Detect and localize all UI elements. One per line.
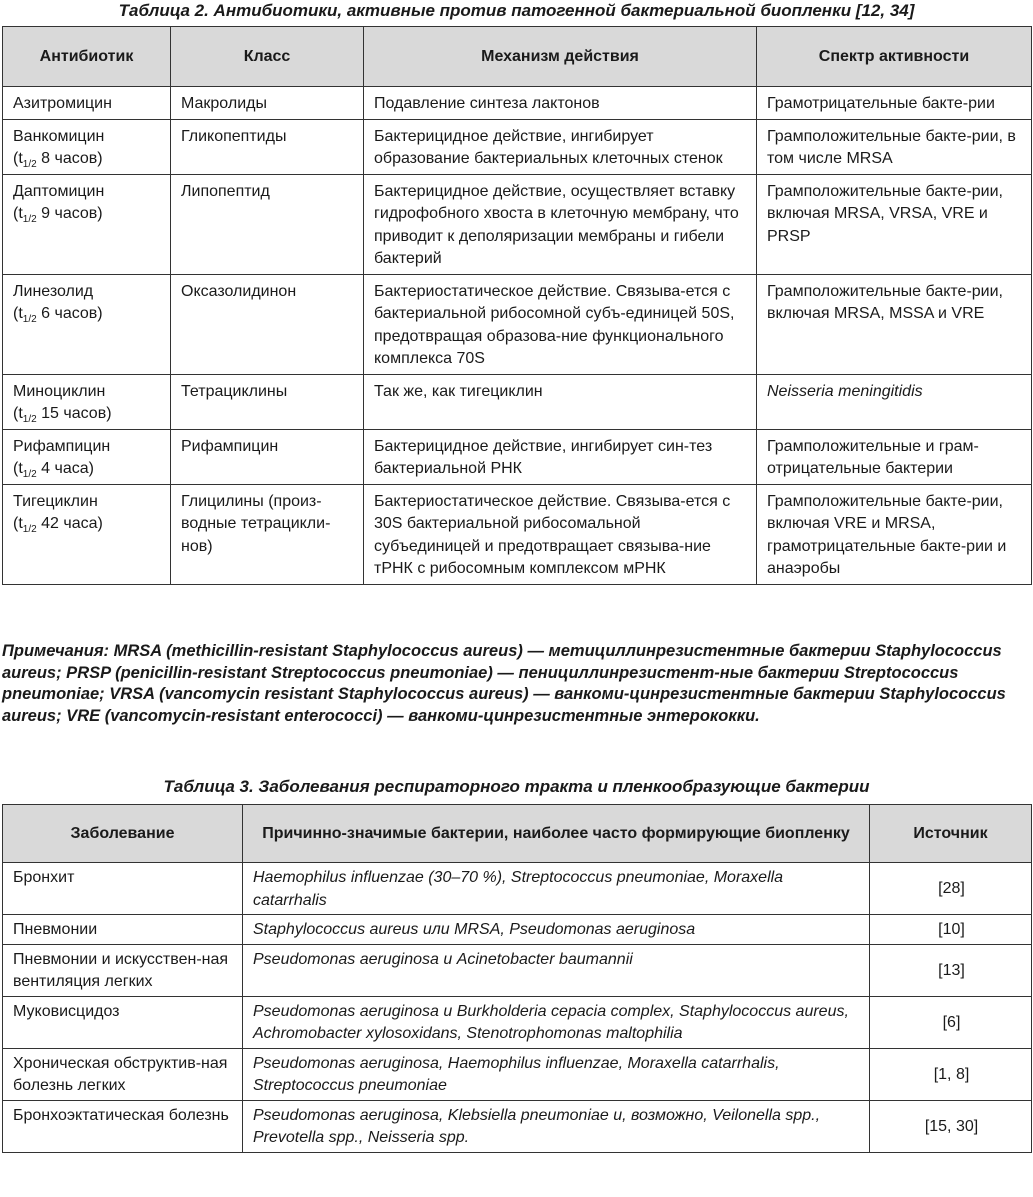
- column-header: Причинно-значимые бактерии, наиболее часто формирующие биопленку: [243, 805, 870, 863]
- antibiotic-cell: Азитромицин: [3, 87, 171, 120]
- column-header: Заболевание: [3, 805, 243, 863]
- antibiotic-cell: Линезолид ($t_{1/2}$ 6 часов): [3, 274, 171, 374]
- class-cell: Тетрациклины: [171, 374, 364, 429]
- bacteria-cell: Pseudomonas aeruginosa, Klebsiella pneumoniae и, возможно, Veilonella spp., Prevotella spp., Neisseria spp.: [243, 1100, 870, 1152]
- table-row: [3, 119, 1032, 174]
- bacteria-cell: Pseudomonas aeruginosa и Acinetobacter baumannii: [243, 944, 870, 996]
- spectrum-cell: Грамположительные бакте-рии, включая MRSA, VRSA, VRE и PRSP: [757, 174, 1032, 274]
- disease-cell: Бронхит: [3, 863, 243, 915]
- mechanism-cell: Бактерицидное действие, ингибирует син-тез бактериальной РНК: [364, 429, 757, 484]
- class-cell: Оксазолидинон: [171, 274, 364, 374]
- spectrum-cell: Грамположительные бакте-рии, в том числе MRSA: [757, 119, 1032, 174]
- column-header: Спектр активности: [757, 27, 1032, 87]
- disease-cell: Пневмонии и искусствен-ная вентиляция легких: [3, 944, 243, 996]
- antibiotics-table: [2, 26, 1032, 585]
- table-row: [3, 996, 1032, 1048]
- table-row: [3, 1100, 1032, 1152]
- antibiotic-cell: Рифампицин ($t_{1/2}$ 4 часа): [3, 429, 171, 484]
- antibiotic-cell: Миноциклин ($t_{1/2}$ 15 часов): [3, 374, 171, 429]
- antibiotic-cell: Даптомицин ($t_{1/2}$ 9 часов): [3, 174, 171, 274]
- disease-cell: Бронхоэктатическая болезнь: [3, 1100, 243, 1152]
- table-row: [3, 374, 1032, 429]
- table-row: [3, 1048, 1032, 1100]
- column-header: Антибиотик: [3, 27, 171, 87]
- mechanism-cell: Бактериостатическое действие. Связыва-ется с 30S бактериальной рибосомальной субъединицей и предотвращает связыва-ние тРНК с рибосомным комплексом мРНК: [364, 484, 757, 584]
- spectrum-cell: Грамположительные и грам-отрицательные бактерии: [757, 429, 1032, 484]
- source-cell: [10]: [870, 915, 1032, 945]
- spectrum-cell: Грамположительные бакте-рии, включая MRSA, MSSA и VRE: [757, 274, 1032, 374]
- source-cell: [1, 8]: [870, 1048, 1032, 1100]
- bacteria-cell: Pseudomonas aeruginosa и Burkholderia cepacia complex, Staphylococcus aureus, Achromobacter xylosoxidans, Stenotrophomonas maltophilia: [243, 996, 870, 1048]
- column-header: Механизм действия: [364, 27, 757, 87]
- table-row: [3, 274, 1032, 374]
- table-header-row: [3, 27, 1032, 87]
- column-header: Источник: [870, 805, 1032, 863]
- bacteria-cell: Staphylococcus aureus или MRSA, Pseudomonas aeruginosa: [243, 915, 870, 945]
- column-header: Класс: [171, 27, 364, 87]
- disease-cell: Муковисцидоз: [3, 996, 243, 1048]
- class-cell: Рифампицин: [171, 429, 364, 484]
- class-cell: Липопептид: [171, 174, 364, 274]
- table3-caption: Таблица 3. Заболевания респираторного тракта и пленкообразующие бактерии: [163, 777, 870, 796]
- disease-cell: Хроническая обструктив-ная болезнь легких: [3, 1048, 243, 1100]
- disease-cell: Пневмонии: [3, 915, 243, 945]
- mechanism-cell: Подавление синтеза лактонов: [364, 87, 757, 120]
- class-cell: Глицилины (произ-водные тетрацикли-нов): [171, 484, 364, 584]
- antibiotic-cell: Тигециклин ($t_{1/2}$ 42 часа): [3, 484, 171, 584]
- table-row: [3, 863, 1032, 915]
- source-cell: [6]: [870, 996, 1032, 1048]
- mechanism-cell: Бактерицидное действие, осуществляет вставку гидрофобного хвоста в клеточную мембрану, что приводит к деполяризации мембраны и гибели бактерий: [364, 174, 757, 274]
- class-cell: Макролиды: [171, 87, 364, 120]
- table-row: [3, 429, 1032, 484]
- table-row: [3, 915, 1032, 945]
- spectrum-cell: Neisseria meningitidis: [757, 374, 1032, 429]
- source-cell: [15, 30]: [870, 1100, 1032, 1152]
- bacteria-cell: Haemophilus influenzae (30–70 %), Streptococcus pneumoniae, Moraxella catarrhalis: [243, 863, 870, 915]
- table-row: [3, 944, 1032, 996]
- table2-notes: Примечания: MRSA (methicillin-resistant Staphylococcus aureus) — метициллинрезистентные бактерии Staphylococcus aureus; PRSP (penicillin-resistant Streptococcus pneumoniae) — пенициллинрезистент-ные бактерии Streptococcus pneumoniae; VRSA (vancomycin resistant Staphylococcus aureus) — ванкоми-цинрезистентные бактерии Staphylococcus aureus; VRE (vancomycin-resistant enterococci) — ванкоми-цинрезистентные энтерококки.: [2, 642, 1006, 725]
- class-cell: Гликопептиды: [171, 119, 364, 174]
- table-row: [3, 174, 1032, 274]
- mechanism-cell: Так же, как тигециклин: [364, 374, 757, 429]
- table2-caption: Таблица 2. Антибиотики, активные против патогенной бактериальной биопленки [12, 34]: [118, 1, 915, 20]
- antibiotic-cell: Ванкомицин ($t_{1/2}$ 8 часов): [3, 119, 171, 174]
- spectrum-cell: Грамотрицательные бакте-рии: [757, 87, 1032, 120]
- table-row: [3, 87, 1032, 120]
- source-cell: [13]: [870, 944, 1032, 996]
- source-cell: [28]: [870, 863, 1032, 915]
- table-header-row: [3, 805, 1032, 863]
- bacteria-cell: Pseudomonas aeruginosa, Haemophilus influenzae, Moraxella catarrhalis, Streptococcus pneumoniae: [243, 1048, 870, 1100]
- spectrum-cell: Грамположительные бакте-рии, включая VRE и MRSA, грамотрицательные бакте-рии и анаэробы: [757, 484, 1032, 584]
- diseases-table: [2, 804, 1032, 1153]
- mechanism-cell: Бактериостатическое действие. Связыва-ется с бактериальной рибосомной субъ-единицей 50S, предотвращая образова-ние функционального комплекса 70S: [364, 274, 757, 374]
- table-row: [3, 484, 1032, 584]
- mechanism-cell: Бактерицидное действие, ингибирует образование бактериальных клеточных стенок: [364, 119, 757, 174]
